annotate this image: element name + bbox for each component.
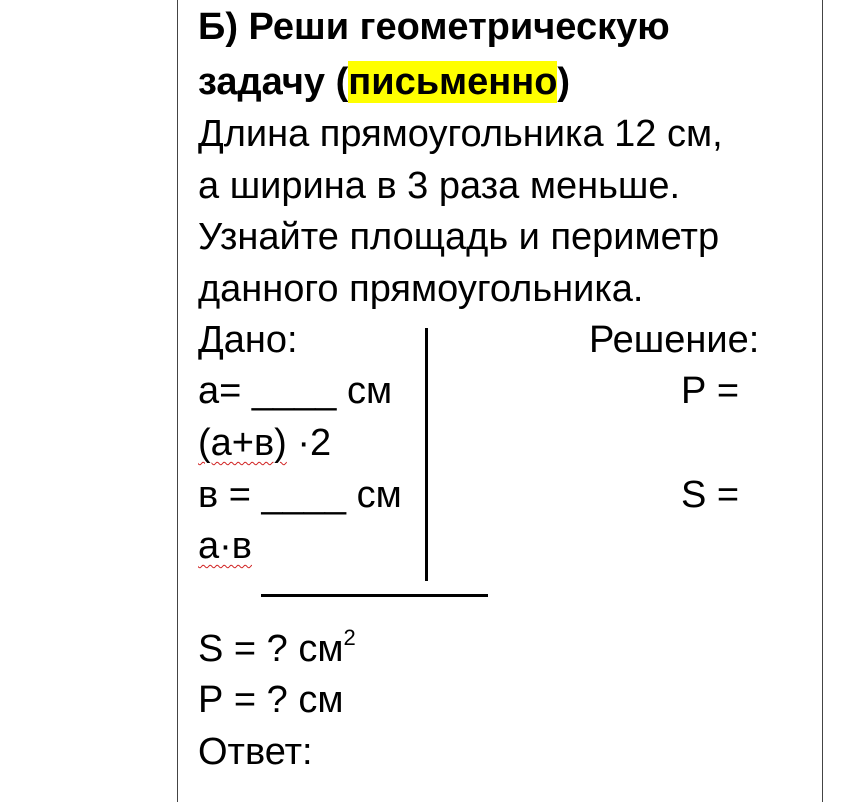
task-title-text: Б) Реши геометрическую bbox=[198, 6, 670, 48]
solution-p-underlined: (а+в) bbox=[198, 422, 287, 464]
solution-s-underlined: а·в bbox=[198, 525, 252, 567]
answer-label: Ответ: bbox=[198, 731, 313, 773]
condition-line-1: Длина прямоугольника 12 см, bbox=[198, 113, 723, 155]
solution-s-start: S = bbox=[681, 474, 740, 516]
solution-label: Решение: bbox=[589, 319, 760, 361]
solution-s-end bbox=[198, 527, 252, 565]
page-right-border bbox=[822, 0, 823, 802]
given-solution-divider bbox=[425, 328, 428, 581]
given-a: а= ____ см bbox=[198, 370, 393, 412]
given-b: в = ____ см bbox=[198, 474, 402, 516]
solution-p-start: Р = bbox=[681, 370, 740, 412]
task-title-highlight: письменно bbox=[348, 61, 558, 103]
task-title-line2 bbox=[198, 63, 570, 101]
solution-p-tail: ·2 bbox=[286, 422, 332, 464]
task-title-start: задачу ( bbox=[198, 61, 349, 103]
find-s-text: S = ? см bbox=[198, 628, 344, 670]
solution-p-end bbox=[198, 424, 331, 462]
task-title-line1 bbox=[198, 8, 670, 46]
given-label: Дано: bbox=[198, 319, 298, 361]
condition-line-3: Узнайте площадь и периметр bbox=[198, 216, 720, 258]
find-p: Р = ? см bbox=[198, 679, 344, 721]
find-s bbox=[198, 625, 356, 670]
condition-line-4: данного прямоугольника. bbox=[198, 268, 644, 310]
find-s-superscript: 2 bbox=[343, 625, 356, 650]
task-title-end: ) bbox=[557, 61, 571, 103]
condition-line-2: а ширина в 3 раза меньше. bbox=[198, 165, 681, 207]
page-left-border bbox=[177, 0, 178, 802]
given-find-separator bbox=[261, 594, 488, 597]
